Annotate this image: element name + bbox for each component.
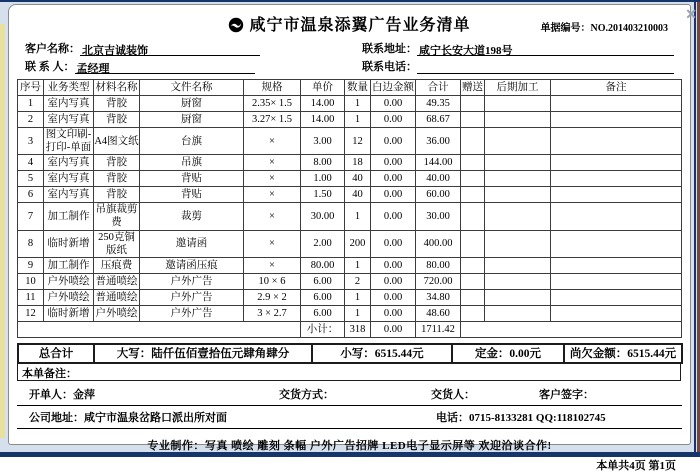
table-row	[18, 96, 682, 112]
grand-total-label: 总合计	[18, 344, 94, 363]
table-cell: 7	[18, 203, 44, 230]
table-cell: 户外广告	[140, 305, 244, 321]
table-cell: 普通喷绘	[94, 289, 140, 305]
table-cell: 1.00	[301, 171, 345, 187]
table-cell	[551, 96, 682, 112]
table-cell	[551, 155, 682, 171]
table-cell: 0.00	[371, 96, 416, 112]
table-cell	[485, 155, 551, 171]
table-cell: 0.00	[371, 187, 416, 203]
table-cell	[485, 230, 551, 257]
customer-name-field	[25, 40, 260, 56]
table-cell: 1	[345, 112, 371, 128]
table-cell: 720.00	[416, 273, 461, 289]
table-cell	[551, 289, 682, 305]
table-cell	[551, 273, 682, 289]
table-cell: 2.35× 1.5	[244, 96, 301, 112]
table-row	[18, 203, 682, 230]
table-cell: 加工制作	[44, 203, 94, 230]
table-cell: 1	[345, 203, 371, 230]
col-remark: 备注	[551, 80, 682, 96]
table-cell: 0.00	[371, 289, 416, 305]
table-cell: 12	[18, 305, 44, 321]
window-right-border	[694, 2, 696, 452]
table-cell	[461, 112, 485, 128]
table-cell: 2.00	[301, 230, 345, 257]
table-cell: 3 × 2.7	[244, 305, 301, 321]
table-cell: 48.60	[416, 305, 461, 321]
table-cell: 144.00	[416, 155, 461, 171]
table-cell: 3.27× 1.5	[244, 112, 301, 128]
contact-person-label: 联 系 人：	[25, 61, 75, 73]
table-cell: 厨窗	[140, 112, 244, 128]
table-cell: 户外广告	[140, 273, 244, 289]
contact-address-value[interactable]: 咸宁长安大道198号	[417, 42, 674, 56]
table-cell: 30.00	[416, 203, 461, 230]
table-row	[18, 289, 682, 305]
table-cell: 裁剪	[140, 203, 244, 230]
table-row	[18, 257, 682, 273]
table-cell: 邀请函压痕	[140, 257, 244, 273]
table-cell: ×	[244, 187, 301, 203]
table-cell: 加工制作	[44, 257, 94, 273]
col-spec: 规格	[244, 80, 301, 96]
table-cell	[551, 128, 682, 155]
subtotal-blank	[18, 321, 301, 337]
table-cell	[551, 203, 682, 230]
table-cell	[551, 187, 682, 203]
contact-phone-value[interactable]	[417, 60, 674, 74]
table-cell	[551, 230, 682, 257]
table-cell: 0.00	[371, 155, 416, 171]
table-row	[18, 128, 682, 155]
table-cell	[461, 155, 485, 171]
table-cell: 40	[345, 171, 371, 187]
table-cell: 户外喷绘	[94, 305, 140, 321]
table-row	[18, 305, 682, 321]
table-cell: 室内写真	[44, 171, 94, 187]
subtotal-label: 小计：	[301, 321, 345, 337]
table-cell: 3	[18, 128, 44, 155]
col-business-type: 业务类型	[44, 80, 94, 96]
deposit-amount: 定金：0.00元	[452, 344, 564, 363]
balance-due: 尚欠金额：6515.44元	[564, 344, 682, 363]
table-cell: 2	[18, 112, 44, 128]
table-cell: ×	[244, 230, 301, 257]
table-cell	[461, 289, 485, 305]
table-cell: 临时新增	[44, 230, 94, 257]
table-cell: 8.00	[301, 155, 345, 171]
table-cell: 吊旗裁剪费	[95, 204, 138, 229]
table-cell: ×	[244, 257, 301, 273]
table-cell	[461, 305, 485, 321]
table-cell: ×	[244, 128, 301, 155]
table-cell: 室内写真	[44, 112, 94, 128]
table-cell: 6.00	[301, 305, 345, 321]
subtotal-qty: 318	[345, 321, 371, 337]
table-cell: 40	[345, 187, 371, 203]
table-cell: 0.00	[371, 273, 416, 289]
table-cell: 台旗	[140, 128, 244, 155]
table-cell: 80.00	[416, 257, 461, 273]
order-notes-field[interactable]: 本单备注：	[17, 364, 681, 381]
company-logo-icon	[228, 17, 244, 38]
table-cell: 2.9 × 2	[244, 289, 301, 305]
table-cell: 吊旗	[140, 155, 244, 171]
table-cell: 1	[345, 96, 371, 112]
doc-number: 单据编号：NO.201403210003	[540, 23, 668, 34]
table-cell: 背胶	[94, 155, 140, 171]
table-cell: 背胶	[94, 187, 140, 203]
table-cell: 8	[18, 230, 44, 257]
table-cell: 9	[18, 257, 44, 273]
table-cell	[461, 273, 485, 289]
table-cell	[551, 171, 682, 187]
grand-total-row	[17, 343, 683, 364]
table-cell: 10 × 6	[244, 273, 301, 289]
table-cell: 户外广告	[140, 289, 244, 305]
table-row	[18, 230, 682, 257]
col-unit-price: 单价	[301, 80, 345, 96]
table-cell: 户外喷绘	[44, 289, 94, 305]
contact-address-field	[362, 40, 674, 56]
table-cell: 1	[345, 289, 371, 305]
table-cell: 普通喷绘	[94, 273, 140, 289]
table-cell: 0.00	[371, 171, 416, 187]
table-cell: 临时新增	[44, 305, 94, 321]
signature-row	[17, 381, 682, 406]
table-cell: 0.00	[371, 257, 416, 273]
table-cell: 户外喷绘	[44, 273, 94, 289]
table-header-row	[18, 80, 682, 96]
table-cell: 250克铜版纸	[94, 230, 140, 257]
contact-phone-label: 联系电话：	[362, 61, 417, 73]
table-cell	[485, 305, 551, 321]
table-cell: A4图文纸	[94, 128, 140, 155]
table-cell: 400.00	[416, 230, 461, 257]
col-gift: 赠送	[461, 80, 485, 96]
table-cell: 图文印刷-打印-单面	[44, 128, 94, 155]
col-material: 材料名称	[94, 80, 140, 96]
table-cell: 40.00	[416, 171, 461, 187]
table-cell: 18	[345, 155, 371, 171]
customer-row-2	[25, 58, 674, 74]
issuer-label: 开单人：金萍	[29, 388, 95, 401]
subtotal-row	[18, 321, 682, 337]
col-post-processing: 后期加工	[485, 80, 551, 96]
table-cell: 11	[18, 289, 44, 305]
table-cell: 1	[345, 257, 371, 273]
subtotal-total: 1711.42	[416, 321, 461, 337]
table-cell	[461, 171, 485, 187]
table-cell: 1	[345, 305, 371, 321]
table-cell	[485, 257, 551, 273]
table-cell	[485, 128, 551, 155]
table-cell: 14.00	[301, 112, 345, 128]
table-row	[18, 187, 682, 203]
order-items-table	[17, 79, 682, 338]
table-cell	[485, 171, 551, 187]
contact-person-value[interactable]: 孟经理	[75, 60, 255, 74]
table-cell: 14.00	[301, 96, 345, 112]
table-cell: 6	[18, 187, 44, 203]
form-title: 咸宁市温泉添翼广告业务清单	[249, 17, 471, 34]
customer-name-label: 客户名称：	[25, 43, 80, 55]
contact-phone-field	[362, 58, 674, 74]
close-icon[interactable]: ✕	[685, 8, 697, 23]
table-cell: 1	[18, 96, 44, 112]
table-cell: 背胶	[94, 96, 140, 112]
table-cell: ×	[244, 171, 301, 187]
table-cell	[551, 112, 682, 128]
table-cell: 6.00	[301, 273, 345, 289]
table-cell: 34.80	[416, 289, 461, 305]
amount-in-words: 大写：陆仟伍佰壹拾伍元肆角肆分	[94, 344, 312, 363]
table-cell: 10	[18, 273, 44, 289]
contact-person-field	[25, 58, 255, 74]
table-row	[18, 273, 682, 289]
col-file-name: 文件名称	[140, 80, 244, 96]
table-cell: 2	[345, 273, 371, 289]
table-cell	[485, 112, 551, 128]
table-cell	[551, 257, 682, 273]
table-cell	[485, 203, 551, 230]
table-cell: ×	[244, 203, 301, 230]
contact-address-label: 联系地址：	[362, 43, 417, 55]
table-cell: 80.00	[301, 257, 345, 273]
table-row	[18, 155, 682, 171]
col-seq: 序号	[18, 80, 44, 96]
table-cell: 68.67	[416, 112, 461, 128]
table-cell: ×	[244, 155, 301, 171]
table-cell	[461, 128, 485, 155]
customer-row-1	[25, 40, 674, 56]
table-cell	[461, 203, 485, 230]
delivery-method-label: 交货方式：	[279, 388, 334, 401]
table-cell	[485, 273, 551, 289]
table-cell: 背贴	[140, 187, 244, 203]
table-row	[18, 171, 682, 187]
table-cell: 厨窗	[140, 96, 244, 112]
table-cell: 0.00	[371, 128, 416, 155]
table-cell: 0.00	[371, 305, 416, 321]
table-cell: 6.00	[301, 289, 345, 305]
table-cell: 背胶	[94, 112, 140, 128]
table-cell: 邀请函	[140, 230, 244, 257]
col-margin-amount: 白边金额	[371, 80, 416, 96]
company-address: 公司地址：咸宁市温泉岔路口派出所对面	[29, 411, 227, 424]
table-cell: 49.35	[416, 96, 461, 112]
table-cell	[551, 305, 682, 321]
col-total: 合计	[416, 80, 461, 96]
table-cell: 室内写真	[44, 187, 94, 203]
page-indicator: 本单共4页 第1页	[596, 459, 676, 472]
order-form	[8, 4, 691, 472]
table-cell: 12	[345, 128, 371, 155]
left-edge-strip	[0, 24, 5, 438]
table-cell: 30.00	[301, 203, 345, 230]
table-cell: 5	[18, 171, 44, 187]
table-cell: 3.00	[301, 128, 345, 155]
table-cell: 室内写真	[44, 155, 94, 171]
table-cell	[485, 187, 551, 203]
amount-in-figures: 小写：6515.44元	[312, 344, 452, 363]
table-cell: 背贴	[140, 171, 244, 187]
table-cell: 室内写真	[44, 96, 94, 112]
customer-signature-label: 客户签字：	[539, 388, 594, 401]
table-cell	[485, 96, 551, 112]
table-cell: 36.00	[416, 128, 461, 155]
service-slogan: 专业制作：写真 喷绘 雕刻 条幅 户外广告招牌 LED电子显示屏等 欢迎洽谈合作!	[147, 439, 552, 452]
table-cell: 压痕费	[94, 257, 140, 273]
table-cell: 1.50	[301, 187, 345, 203]
table-cell: 4	[18, 155, 44, 171]
table-cell: 0.00	[371, 230, 416, 257]
table-cell: 0.00	[371, 112, 416, 128]
customer-name-value[interactable]: 北京吉诚装饰	[80, 42, 260, 56]
table-cell: 60.00	[416, 187, 461, 203]
window-top-border	[0, 0, 700, 2]
col-qty: 数量	[345, 80, 371, 96]
subtotal-blank-right	[461, 321, 682, 337]
table-cell: 0.00	[371, 203, 416, 230]
form-header	[17, 8, 682, 38]
table-cell	[461, 187, 485, 203]
table-cell: 背胶	[94, 171, 140, 187]
company-info-row	[17, 406, 682, 429]
table-cell: 200	[345, 230, 371, 257]
subtotal-margin: 0.00	[371, 321, 416, 337]
table-row	[18, 112, 682, 128]
table-cell	[485, 289, 551, 305]
table-cell	[461, 257, 485, 273]
table-cell	[461, 96, 485, 112]
order-table-body	[18, 96, 682, 338]
table-cell	[461, 230, 485, 257]
company-phone: 电话：0715-8133281 QQ:118102745	[436, 411, 606, 424]
deliverer-label: 交货人：	[431, 388, 475, 401]
